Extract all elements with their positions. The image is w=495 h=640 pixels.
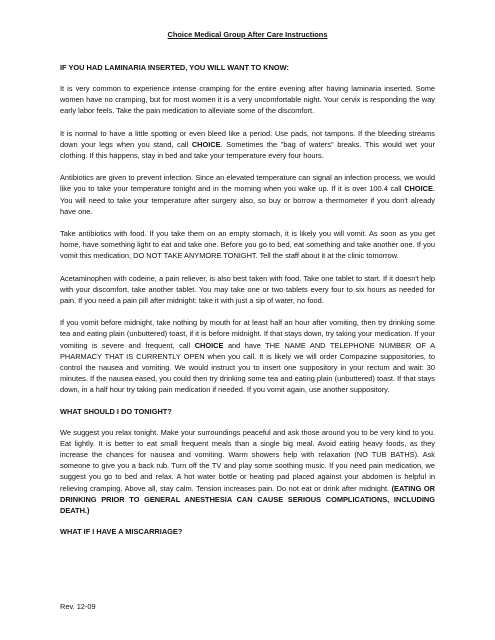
document-page [60,30,435,547]
laminaria-heading: IF YOU HAD LAMINARIA INSERTED, YOU WILL WANT TO KNOW: [60,63,289,72]
bleeding-choice-emphasis: CHOICE [191,139,221,149]
tonight-heading: WHAT SHOULD I DO TONIGHT? [60,406,172,416]
antibiotics-text-c: . You will need to take your temperature after surgery also, so buy or borrow a thermometer if you don't already have one. [60,184,435,216]
anesthesia-warning: (EATING OR DRINKING PRIOR TO GENERAL ANESTHESIA CAN CAUSE SERIOUS COMPLICATIONS, INCLUDING DEATH.) [60,483,435,516]
document-title: Choice Medical Group After Care Instructions [167,30,328,39]
bleeding-text-a: It is normal to have a little spotting or even bleed like a period. Use pads, not tampons. If the bleeding streams down your legs when you stand, call [60,128,435,149]
antibiotics-text-a: Antibiotics are given to prevent infection. Since an elevated temperature can signal an infection process, we would like you to take your temperature tonight and in the morning when you wake up. If it is over 100.4 call [60,173,435,194]
pain-reliever-paragraph: Acetaminophen with codeine, a pain reliever, is also best taken with food. Take one tablet to start. If it doesn't help with your discomfort, take another tablet. You may take one or two tablets every four to six hours as needed for pain. If you need a pain pill after midnight: take it with just a sip of water, no food. [60,273,435,306]
antibiotics-choice-emphasis: CHOICE [404,184,433,194]
revision-footer: Rev. 12-09 [60,602,96,611]
tonight-paragraph [60,427,435,517]
antibiotics-paragraph [60,172,435,217]
vomiting-paragraph [60,317,435,395]
cramping-paragraph: It is very common to experience intense cramping for the entire evening after having laminaria inserted. Some women have no cramping, but for most women it is a very uncomfortable night. Your cervix is responding the way early labor feels. Take the pain medication to alleviate some of the discomfort. [60,84,435,116]
antibiotics-food-paragraph: Take antibiotics with food. If you take them on an empty stomach, it is likely you will vomit. As soon as you get home, have something light to eat and take one. Before you go to bed, eat something and take another one. If you vomit this medication, DO NOT TAKE ANYMORE TONIGHT. Tell the staff about it at the clinic tomorrow. [60,229,435,261]
bleeding-text-c: . Sometimes the "bag of waters" breaks. This would wet your clothing. If this happens, stay in bed and take your temperature every four hours. [60,139,435,161]
tonight-text-a: We suggest you relax tonight. Make your surroundings peaceful and ask those around you to be very kind to you. Eat lightly. It is better to eat small frequent meals than a single big meal. Avoid eating heavy foods, as they increase the chances for nausea and vomiting. Warm showers help with relaxation (NO TUB BATHS). Ask someone to give you a back rub. Turn off the TV and play some soothing music. If you need pain medication, we suggest you go to bed and relax. A hot water bottle or heating pad placed against your abdomen is helpful in relieving cramping. Above all, stay calm. Tension increases pain. Do not eat or drink after midnight. [60,427,435,493]
miscarriage-heading: WHAT IF I HAVE A MISCARRIAGE? [60,527,183,537]
vomiting-choice-emphasis: CHOICE [194,340,224,350]
vomiting-text-c: and have THE NAME AND TELEPHONE NUMBER OF A PHARMACY THAT IS CURRENTLY OPEN when you call. It is likely we will order Compazine suppositories, to control the nausea and vomiting. We would instruct you to insert one suppository in your rectum and wait: 30 minutes. If the nausea eased, you could then try drinking some tea and eating plain (unbuttered) toast. If that stays down, in a half hour try taking pain medication if needed. If you vomit again, use another suppository. [60,340,435,395]
vomiting-text-a: If you vomit before midnight, take nothing by mouth for at least half an hour after vomiting, then try drinking some tea and eating plain (unbuttered) toast, if it is before midnight. If that stays down, try taking your medication. If your vomiting is severe and frequent, call [60,318,435,350]
bleeding-paragraph [60,128,435,162]
